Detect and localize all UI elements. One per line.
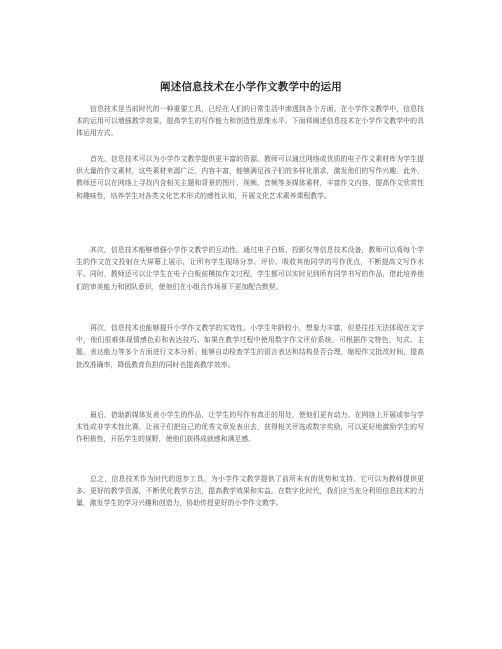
paragraph-conclusion: 总之，信息技术作为时代的进步工具，为小学作文教学提供了前所未有的优势和支持。它可以为教师提供更多、更好的教学资源，不断优化教学方法，提高教学效果和实益。在数字化时代，我们应当充分利用信息技术的力量，激发学生的学习兴趣和创造力，协助传授更好的小学作文教学。 <box>76 475 424 508</box>
paragraph-resources: 首先，信息技术可以为小学作文教学提供更丰富的资源。教师可以通过网络或优质的电子作文素材库为学生提供大量的作文素材，这些素材来源广泛、内容丰富，能够满足孩子们的多样化需求，激发他们的写作兴趣。此外，教师还可以在网络上寻找内含相关主题和背景的图片、视频、音频等多媒体素材，丰富作文内容，提高作文欣赏性和趣味性，培养学生对各类文化艺术形式的感性认知，开展文化艺术素养课程教学。 <box>76 155 424 200</box>
paragraph-effectiveness: 再次，信息技术也能够提升小学作文教学的实效性。小学生年龄较小，想象力丰富，但是往往无法体现在文字中，他们很难体现情感色彩和表达技巧。如果在教学过程中使用数字作文评价系统，可根据作文特色、句式、主题、表达能力等多个方面进行文本分析。能够自动检查学生的语言表达和结构是否合理，缩短作文批改时间，提高批改准确率，降低教育负担的同时也提高教学效率。 <box>76 324 424 369</box>
document-title: 阐述信息技术在小学作文教学中的运用 <box>160 81 342 93</box>
paragraph-intro: 信息技术是当前时代的一种重要工具，已经在人们的日常生活中渗透到各个方面。在小学作文教学中，信息技术的运用可以增强教学效果，提高学生的写作能力和创造性思维水平。下面将阐述信息技术在小学作文教学中的具体运用方式。 <box>76 105 424 138</box>
paragraph-interaction: 其次，信息技术能够增强小学作文教学的互动性。通过电子白板、投影仪等信息技术设备，教师可以将每个学生的作文范文投射在大屏幕上展示，让所有学生现场分享、评价、吸收其他同学的写作优点，不断提高文写作水平。同时，教师还可以让学生在电子白板前模拟作文过程，学生都可以实时见到所有同学书写的作品，借此培养他们的审美能力和团队意识，使他们在小组合作场景下更加配合默契。 <box>76 246 424 291</box>
paragraph-new-media: 最后，借助新媒体发表小学生的作品，让学生的写作有真正的用处，使他们更有动力。在网络上开展或参与学术性或非学术性比赛，让孩子们把自己的优秀文章发表出去，获得相关评选或数字奖励，可以更好地激励学生的写作积极性，开拓学生的视野，使他们获得成就感和满足感。 <box>76 411 424 444</box>
